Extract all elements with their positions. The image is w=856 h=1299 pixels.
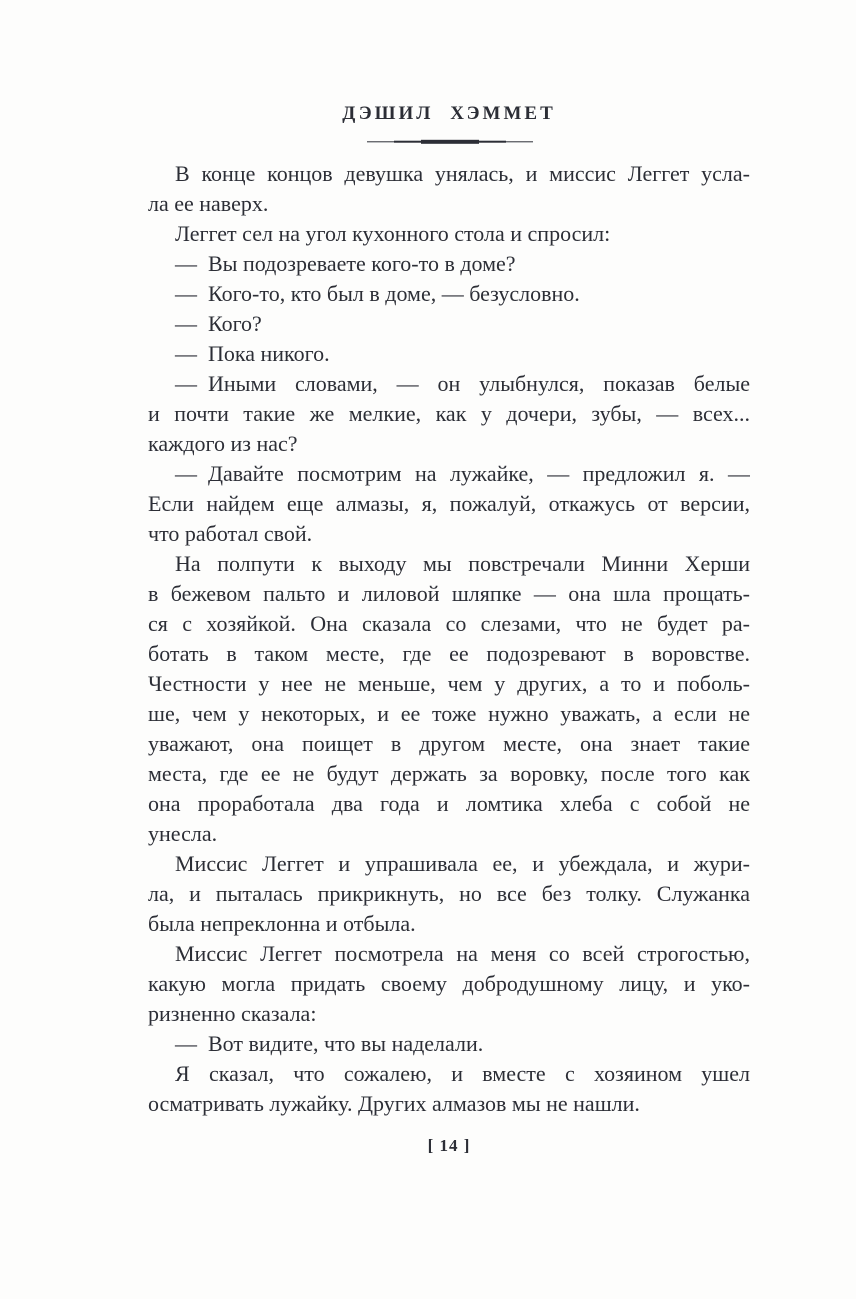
swelled-rule-divider bbox=[367, 138, 533, 145]
text-line: Я сказал, что сожалею, и вместе с хозяином ушел bbox=[175, 1061, 750, 1086]
text-line: была непреклонна и отбыла. bbox=[148, 911, 416, 936]
text-line: унесла. bbox=[148, 821, 218, 846]
text-line: — Пока никого. bbox=[175, 341, 330, 366]
text-line: Если найдем еще алмазы, я, пожалуй, откажусь от версии, bbox=[148, 491, 750, 516]
text-line: На полпути к выходу мы повстречали Минни Херши bbox=[175, 551, 750, 576]
text-line: уважают, она поищет в другом месте, она знает такие bbox=[148, 731, 750, 756]
text-line: Честности у нее не меньше, чем у других, а то и поболь- bbox=[148, 671, 750, 696]
text-line: ла, и пыталась прикрикнуть, но все без толку. Служанка bbox=[148, 881, 750, 906]
text-line: ризненно сказала: bbox=[148, 1001, 317, 1026]
text-block bbox=[148, 159, 750, 1119]
text-line: Миссис Леггет и упрашивала ее, и убеждала, и жури- bbox=[175, 851, 750, 876]
text-line: ла ее наверх. bbox=[148, 191, 269, 216]
running-head-author: ДЭШИЛ ХЭММЕТ bbox=[342, 103, 556, 124]
text-line: — Вот видите, что вы наделали. bbox=[175, 1031, 484, 1056]
text-line: какую могла придать своему добродушному лицу, и уко- bbox=[148, 971, 750, 996]
text-line: и почти такие же мелкие, как у дочери, зубы, — всех... bbox=[148, 401, 750, 426]
text-line: Леггет сел на угол кухонного стола и спросил: bbox=[175, 221, 611, 246]
text-line: В конце концов девушка унялась, и миссис Леггет усла- bbox=[175, 161, 750, 186]
text-line: осматривать лужайку. Других алмазов мы не нашли. bbox=[148, 1091, 640, 1116]
text-line: каждого из нас? bbox=[148, 431, 298, 456]
text-line: — Давайте посмотрим на лужайке, — предложил я. — bbox=[175, 461, 750, 486]
text-line: Миссис Леггет посмотрела на меня со всей строгостью, bbox=[175, 941, 750, 966]
text-line: места, где ее не будут держать за воровку, после того как bbox=[148, 761, 750, 786]
text-line: — Кого? bbox=[175, 311, 262, 336]
text-line: в бежевом пальто и лиловой шляпке — она шла прощать- bbox=[148, 581, 750, 606]
text-line: ботать в таком месте, где ее подозревают в воровстве. bbox=[148, 641, 750, 666]
text-line: — Кого-то, кто был в доме, — безусловно. bbox=[175, 281, 580, 306]
rule-thick-segment bbox=[421, 139, 479, 143]
text-line: ше, чем у некоторых, и ее тоже нужно уважать, а если не bbox=[148, 701, 750, 726]
text-line: она проработала два года и ломтика хлеба с собой не bbox=[148, 791, 750, 816]
text-line: ся с хозяйкой. Она сказала со слезами, что не будет ра- bbox=[148, 611, 750, 636]
text-line: что работал свой. bbox=[148, 521, 313, 546]
text-line: — Вы подозреваете кого-то в доме? bbox=[175, 251, 516, 276]
page-number: [ 14 ] bbox=[427, 1136, 471, 1155]
text-line: — Иными словами, — он улыбнулся, показав белые bbox=[175, 371, 750, 396]
